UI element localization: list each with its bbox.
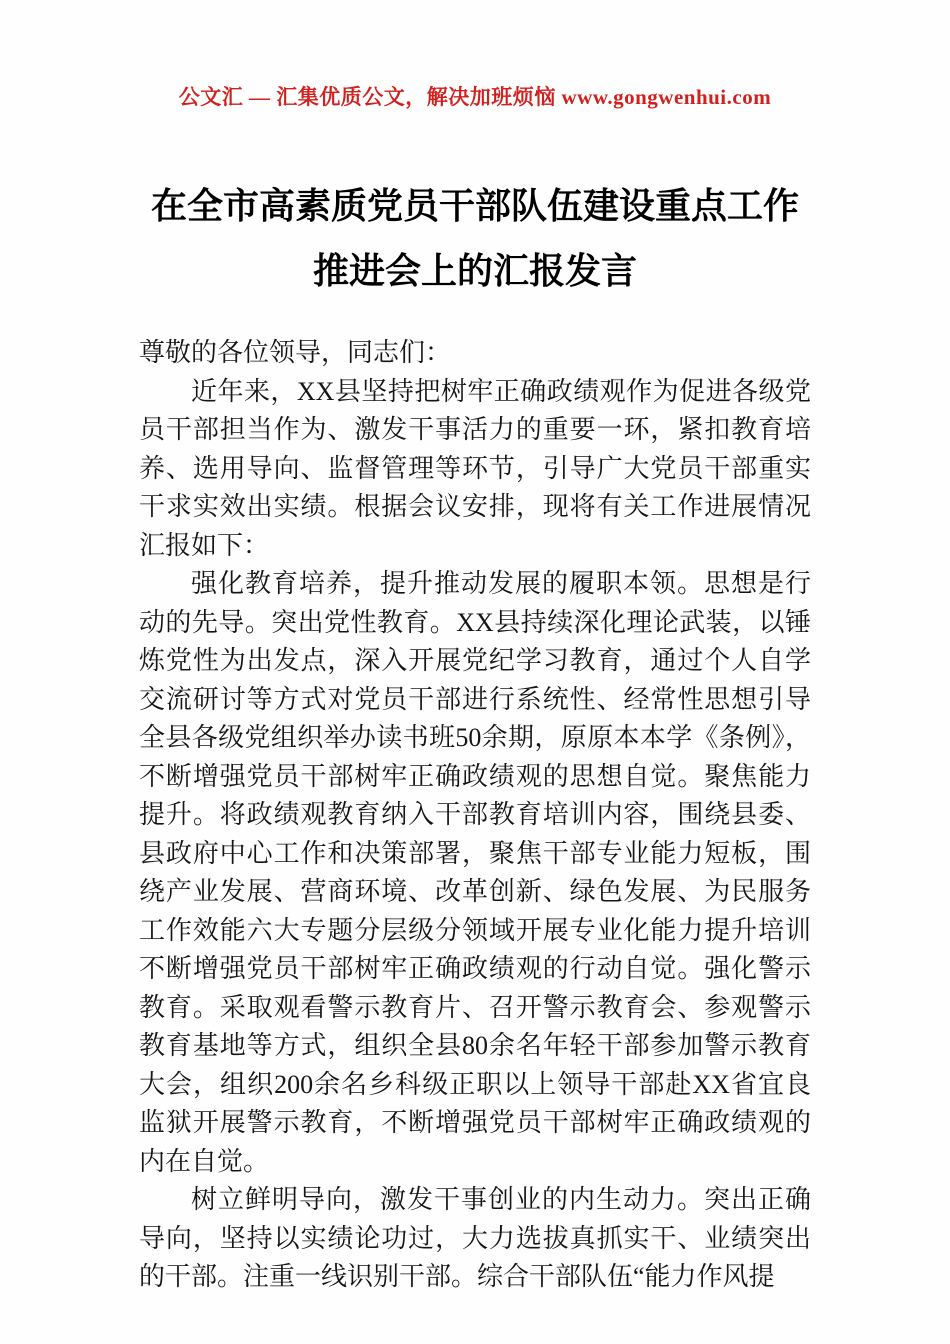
document-title-line-2: 推进会上的汇报发言	[312, 251, 637, 291]
document-title-line-1: 在全市高素质党员干部队伍建设重点工作	[150, 186, 799, 226]
site-watermark-text: 公文汇 — 汇集优质公文，解决加班烦恼 www.gongwenhui.com	[178, 85, 772, 109]
paragraph-education-training: 强化教育培养，提升推动发展的履职本领。思想是行动的先导。突出党性教育。XX县持续深化理论武装，以锤炼党性为出发点，深入开展党纪学习教育，通过个人自学交流研讨等方式对党员干部进行系统性、经常性思想引导全县各级党组织举办读书班50余期，原原本本学《条例》，不断增强党员干部树牢正确政绩观的思想自觉。聚焦能力提升。将政绩观教育纳入干部教育培训内容，围绕县委、县政府中心工作和决策部署，聚焦干部专业能力短板，围绕产业发展、营商环境、改革创新、绿色发展、为民服务工作效能六大专题分层级分领域开展专业化能力提升培训不断增强党员干部树牢正确政绩观的行动自觉。强化警示教育。采取观看警示教育片、召开警示教育会、参观警示教育基地等方式，组织全县80余名年轻干部参加警示教育大会，组织200余名乡科级正职以上领导干部赴XX省宜良监狱开展警示教育，不断增强党员干部树牢正确政绩观的内在自觉。	[139, 569, 811, 1176]
paragraph-orientation: 树立鲜明导向，激发干事创业的内生动力。突出正确导向，坚持以实绩论功过，大力选拔真抓实干、业绩突出的干部。注重一线识别干部。综合干部队伍“能力作风提	[139, 1185, 811, 1291]
document-body	[139, 334, 811, 1297]
salutation: 尊敬的各位领导，同志们：	[139, 338, 452, 367]
document-title	[0, 174, 950, 304]
paragraph-intro: 近年来，XX县坚持把树牢正确政绩观作为促进各级党员干部担当作为、激发干事活力的重要一环，紧扣教育培养、选用导向、监督管理等环节，引导广大党员干部重实干求实效出实绩。根据会议安排，现将有关工作进展情况汇报如下：	[139, 376, 811, 560]
